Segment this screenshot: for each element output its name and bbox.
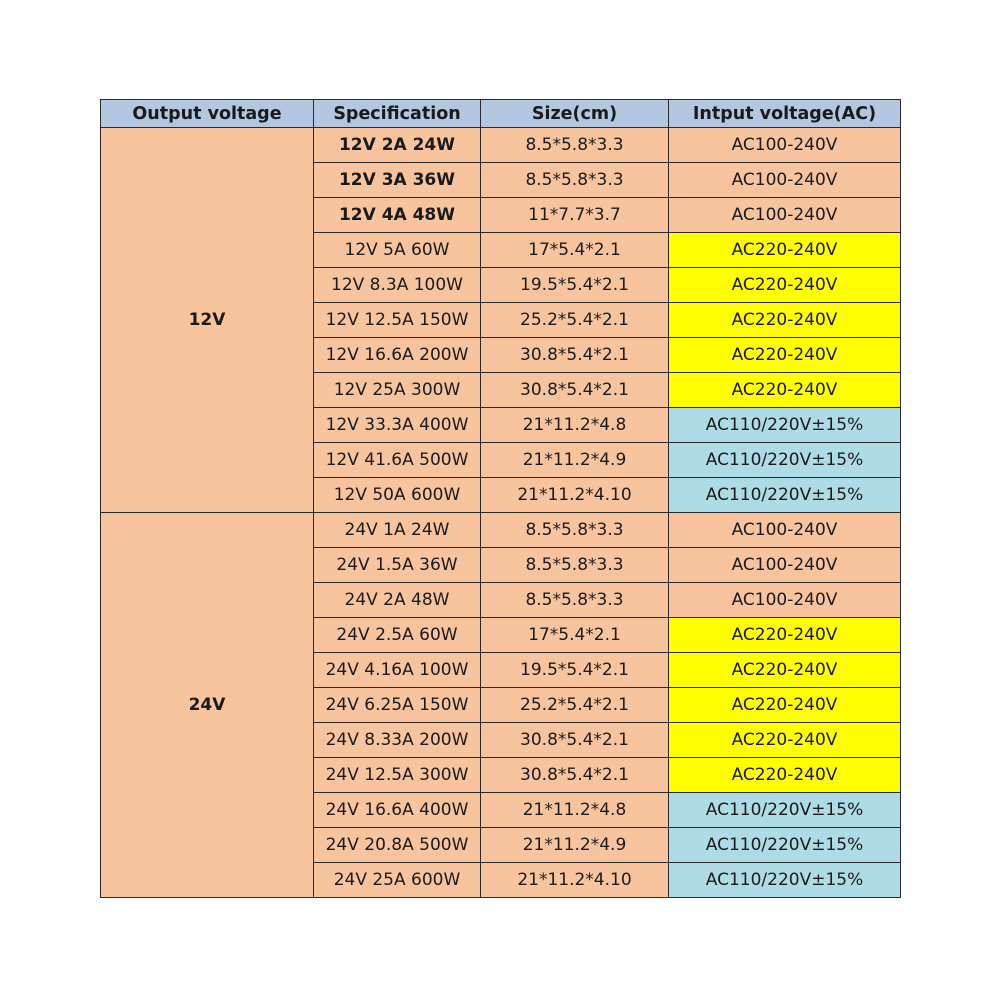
input-voltage-cell: AC100-240V (669, 548, 901, 583)
input-voltage-cell: AC220-240V (669, 618, 901, 653)
input-voltage-cell: AC110/220V±15% (669, 443, 901, 478)
input-voltage-cell: AC220-240V (669, 688, 901, 723)
specification-cell: 12V 12.5A 150W (314, 303, 481, 338)
size-cell: 25.2*5.4*2.1 (481, 303, 669, 338)
specification-cell: 12V 8.3A 100W (314, 268, 481, 303)
size-cell: 19.5*5.4*2.1 (481, 653, 669, 688)
specification-cell: 24V 1A 24W (314, 513, 481, 548)
size-cell: 17*5.4*2.1 (481, 233, 669, 268)
header-row (101, 100, 901, 128)
specification-cell: 12V 4A 48W (314, 198, 481, 233)
size-cell: 21*11.2*4.10 (481, 863, 669, 898)
table-row (101, 128, 901, 163)
table-header (101, 100, 901, 128)
table-row (101, 513, 901, 548)
size-cell: 8.5*5.8*3.3 (481, 163, 669, 198)
size-cell: 8.5*5.8*3.3 (481, 548, 669, 583)
input-voltage-cell: AC220-240V (669, 268, 901, 303)
input-voltage-cell: AC100-240V (669, 513, 901, 548)
header-input-voltage: Intput voltage(AC) (669, 100, 901, 128)
specification-cell: 24V 4.16A 100W (314, 653, 481, 688)
specification-cell: 24V 16.6A 400W (314, 793, 481, 828)
specification-cell: 12V 16.6A 200W (314, 338, 481, 373)
specification-cell: 24V 20.8A 500W (314, 828, 481, 863)
header-output-voltage: Output voltage (101, 100, 314, 128)
size-cell: 8.5*5.8*3.3 (481, 583, 669, 618)
specification-cell: 24V 6.25A 150W (314, 688, 481, 723)
size-cell: 21*11.2*4.8 (481, 408, 669, 443)
input-voltage-cell: AC220-240V (669, 653, 901, 688)
size-cell: 30.8*5.4*2.1 (481, 338, 669, 373)
size-cell: 30.8*5.4*2.1 (481, 723, 669, 758)
input-voltage-cell: AC100-240V (669, 583, 901, 618)
input-voltage-cell: AC220-240V (669, 373, 901, 408)
specification-cell: 12V 50A 600W (314, 478, 481, 513)
size-cell: 21*11.2*4.9 (481, 828, 669, 863)
input-voltage-cell: AC110/220V±15% (669, 828, 901, 863)
output-voltage-group-label: 12V (101, 128, 314, 513)
input-voltage-cell: AC110/220V±15% (669, 408, 901, 443)
size-cell: 11*7.7*3.7 (481, 198, 669, 233)
input-voltage-cell: AC100-240V (669, 163, 901, 198)
input-voltage-cell: AC220-240V (669, 303, 901, 338)
input-voltage-cell: AC110/220V±15% (669, 478, 901, 513)
specification-cell: 24V 1.5A 36W (314, 548, 481, 583)
size-cell: 8.5*5.8*3.3 (481, 128, 669, 163)
size-cell: 21*11.2*4.9 (481, 443, 669, 478)
specification-cell: 12V 41.6A 500W (314, 443, 481, 478)
input-voltage-cell: AC220-240V (669, 338, 901, 373)
specification-cell: 24V 25A 600W (314, 863, 481, 898)
size-cell: 30.8*5.4*2.1 (481, 758, 669, 793)
specification-cell: 12V 2A 24W (314, 128, 481, 163)
specification-cell: 12V 5A 60W (314, 233, 481, 268)
input-voltage-cell: AC110/220V±15% (669, 793, 901, 828)
size-cell: 30.8*5.4*2.1 (481, 373, 669, 408)
size-cell: 8.5*5.8*3.3 (481, 513, 669, 548)
size-cell: 17*5.4*2.1 (481, 618, 669, 653)
specification-cell: 24V 12.5A 300W (314, 758, 481, 793)
input-voltage-cell: AC220-240V (669, 723, 901, 758)
specification-cell: 24V 2.5A 60W (314, 618, 481, 653)
specification-cell: 12V 3A 36W (314, 163, 481, 198)
specification-cell: 24V 8.33A 200W (314, 723, 481, 758)
input-voltage-cell: AC220-240V (669, 233, 901, 268)
input-voltage-cell: AC220-240V (669, 758, 901, 793)
size-cell: 19.5*5.4*2.1 (481, 268, 669, 303)
table-body (101, 128, 901, 898)
output-voltage-group-label: 24V (101, 513, 314, 898)
header-specification: Specification (314, 100, 481, 128)
specification-cell: 24V 2A 48W (314, 583, 481, 618)
specification-cell: 12V 33.3A 400W (314, 408, 481, 443)
specification-cell: 12V 25A 300W (314, 373, 481, 408)
size-cell: 25.2*5.4*2.1 (481, 688, 669, 723)
power-supply-spec-table (100, 99, 901, 898)
size-cell: 21*11.2*4.10 (481, 478, 669, 513)
input-voltage-cell: AC100-240V (669, 198, 901, 233)
header-size: Size(cm) (481, 100, 669, 128)
size-cell: 21*11.2*4.8 (481, 793, 669, 828)
input-voltage-cell: AC110/220V±15% (669, 863, 901, 898)
input-voltage-cell: AC100-240V (669, 128, 901, 163)
